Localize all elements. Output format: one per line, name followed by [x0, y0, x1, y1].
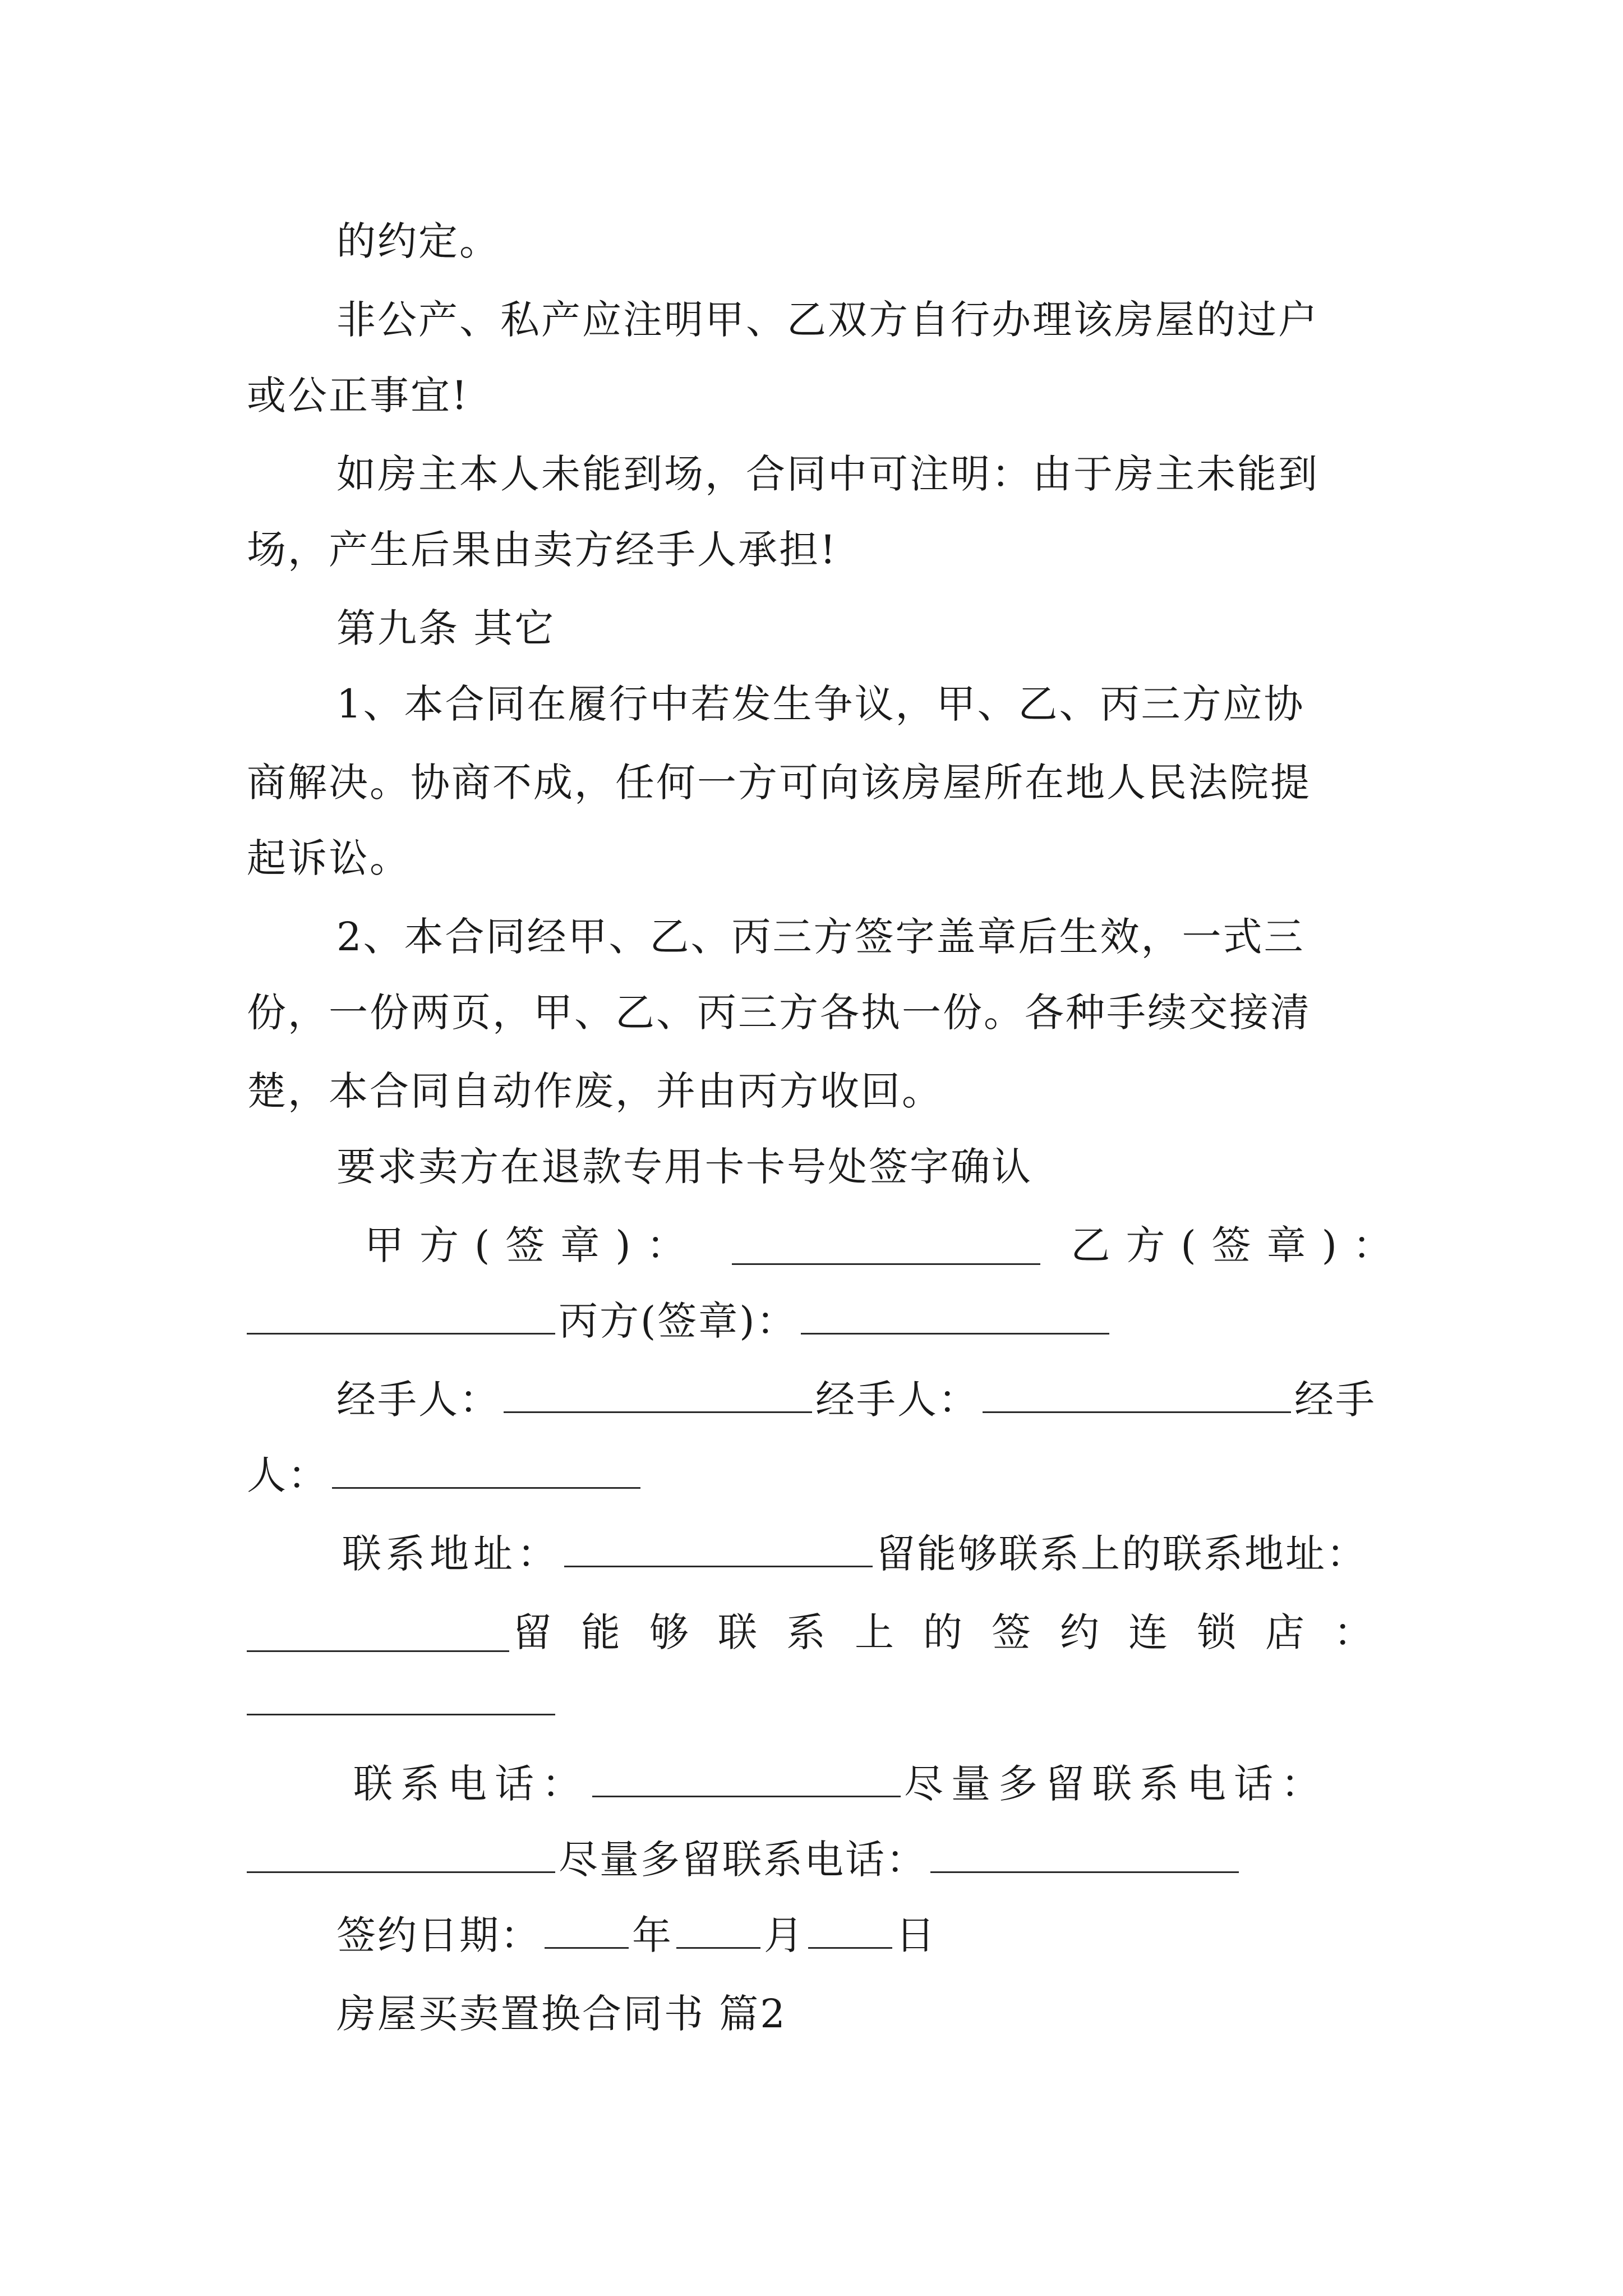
text-line: 要求卖方在退款专用卡卡号处签字确认 — [336, 1144, 1032, 1190]
next-section-title: 房屋买卖置换合同书 篇2 — [336, 1991, 787, 2037]
handler-row — [336, 1369, 1391, 1430]
year-label: 年 — [632, 1912, 673, 1958]
party-a-signature-blank[interactable] — [732, 1226, 1040, 1265]
party-b-signature-blank[interactable] — [247, 1296, 555, 1335]
signature-row-2 — [247, 1290, 1391, 1352]
address-note-1: 留能够联系上的联系地址： — [876, 1531, 1367, 1577]
phone-row — [353, 1753, 1408, 1815]
text-line: 如房主本人未能到场，合同中可注明：由于房主未能到 — [336, 451, 1319, 497]
text-line: 1、本合同在履行中若发生争议，甲、乙、丙三方应协 — [336, 681, 1305, 727]
address-blank-1[interactable] — [564, 1529, 873, 1567]
section-heading: 第九条 其它 — [336, 605, 556, 651]
text-line: 起诉讼。 — [247, 835, 411, 881]
phone-blank-2[interactable] — [247, 1834, 555, 1873]
party-c-label: 丙方(签章)： — [559, 1298, 797, 1344]
year-blank[interactable] — [545, 1910, 629, 1949]
handler-label-3b: 人： — [247, 1452, 329, 1498]
signature-row — [365, 1214, 1408, 1276]
date-label: 签约日期： — [336, 1912, 541, 1958]
handler-row-2 — [247, 1444, 1391, 1506]
month-blank[interactable] — [676, 1910, 760, 1949]
handler-blank-1[interactable] — [504, 1374, 812, 1413]
text-line: 或公正事宜! — [247, 372, 469, 418]
text-line: 的约定。 — [336, 218, 500, 264]
address-blank-2[interactable] — [247, 1613, 509, 1652]
phone-note-1: 尽量多留联系电话： — [904, 1761, 1328, 1807]
text-line: 场，产生后果由卖方经手人承担! — [247, 527, 838, 573]
text-line: 商解决。协商不成，任何一方可向该房屋所在地人民法院提 — [247, 760, 1311, 806]
month-label: 月 — [764, 1912, 805, 1958]
day-blank[interactable] — [808, 1910, 892, 1949]
handler-blank-2[interactable] — [983, 1374, 1291, 1413]
text-line: 非公产、私产应注明甲、乙双方自行办理该房屋的过户 — [336, 297, 1319, 343]
handler-label-2: 经手人： — [815, 1377, 979, 1423]
text-line: 2、本合同经甲、乙、丙三方签字盖章后生效，一式三 — [336, 914, 1305, 960]
text-line: 份，一份两页，甲、乙、丙三方各执一份。各种手续交接清 — [247, 990, 1311, 1036]
party-c-signature-blank[interactable] — [801, 1296, 1109, 1335]
day-label: 日 — [896, 1912, 937, 1958]
address-row — [342, 1523, 1408, 1585]
phone-label: 联系电话： — [353, 1761, 589, 1807]
phone-row-2 — [247, 1829, 1391, 1890]
phone-blank-3[interactable] — [930, 1834, 1239, 1873]
address-row-2 — [247, 1602, 1402, 1663]
text-line: 楚，本合同自动作废，并由丙方收回。 — [247, 1068, 943, 1114]
store-address-blank[interactable] — [247, 1714, 555, 1715]
address-note-2: 留能够联系上的签约连锁店： — [513, 1609, 1402, 1655]
party-a-label: 甲方(签章)： — [365, 1222, 702, 1268]
phone-blank-1[interactable] — [592, 1759, 901, 1797]
handler-label-1: 经手人： — [336, 1377, 500, 1423]
date-row — [336, 1904, 1391, 1966]
handler-blank-3[interactable] — [332, 1450, 640, 1489]
handler-label-3a: 经手 — [1294, 1377, 1376, 1423]
address-label: 联系地址： — [342, 1531, 561, 1577]
party-b-label: 乙方(签章)： — [1071, 1222, 1408, 1268]
phone-note-2: 尽量多留联系电话： — [559, 1837, 927, 1883]
